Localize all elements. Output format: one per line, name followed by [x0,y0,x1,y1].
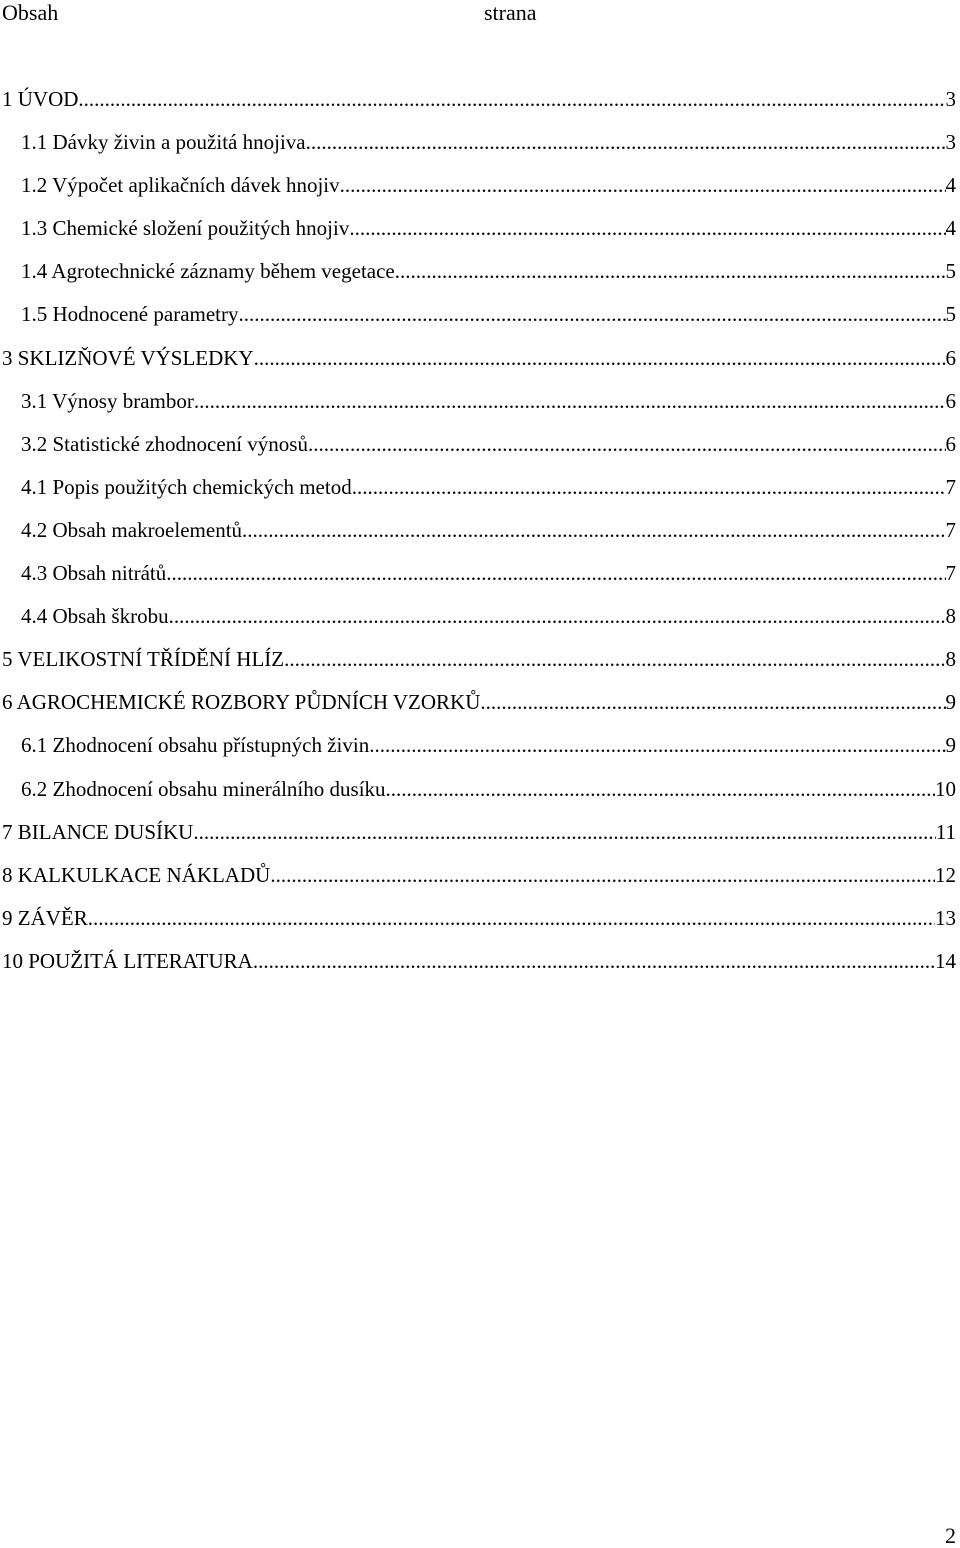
toc-entry[interactable] [0,819,956,862]
toc-entry-title: 7 BILANCE DUSÍKU [2,819,194,844]
toc-entry-title: 1.5 Hodnocené parametry [21,302,239,327]
toc-entry-title: 1.1 Dávky živin a použitá hnojiva [21,130,306,155]
toc-leader-dots [242,517,945,543]
toc-leader-dots [193,819,935,845]
toc-leader-dots [395,258,946,284]
toc-entry-page: 3 [945,130,956,155]
toc-entry[interactable] [0,258,956,301]
toc-entry[interactable] [0,215,956,258]
toc-entry-page: 11 [935,819,956,844]
toc-entry-page: 6 [945,431,956,456]
toc-entry-title: 4.2 Obsah makroelementů [21,517,243,542]
toc-leader-dots [480,689,945,715]
toc-entry-page: 6 [945,345,956,370]
toc-entry-page: 9 [945,690,956,715]
toc-entry-title: 9 ZÁVĚR [2,905,88,930]
toc-entry-page: 3 [945,87,956,111]
toc-entry-title: 8 KALKULKACE NÁKLADŮ [2,862,271,887]
toc-leader-dots [88,905,935,931]
toc-entry[interactable] [0,776,956,819]
toc-leader-dots [340,172,946,198]
toc-leader-dots [239,301,946,327]
toc-entry-page: 8 [945,647,956,672]
toc-entry-page: 12 [935,862,956,887]
toc-entry[interactable] [0,517,956,560]
toc-entry[interactable] [0,172,956,215]
toc-entry-title: 10 POUŽITÁ LITERATURA [2,948,253,973]
toc-entry-title: 5 VELIKOSTNÍ TŘÍDĚNÍ HLÍZ [2,647,285,672]
toc-entry[interactable] [0,603,956,646]
toc-entry-page: 4 [945,173,956,198]
toc-entry[interactable] [0,905,956,948]
table-of-contents [0,86,956,991]
toc-entry-title: 1.2 Výpočet aplikačních dávek hnojiv [21,173,340,198]
toc-entry-page: 9 [945,733,956,758]
toc-entry-title: 3.2 Statistické zhodnocení výnosů [21,431,308,456]
toc-entry-page: 6 [945,388,956,413]
toc-entry[interactable] [0,431,956,474]
toc-leader-dots [78,86,945,112]
toc-entry-page: 5 [945,302,956,327]
toc-entry[interactable] [0,646,956,689]
page-column-heading: strana [484,0,537,25]
toc-leader-dots [386,776,935,802]
toc-entry-page: 7 [945,474,956,499]
toc-leader-dots [306,129,946,155]
toc-leader-dots [270,862,935,888]
toc-entry-title: 4.4 Obsah škrobu [21,604,169,629]
toc-entry[interactable] [0,301,956,344]
toc-leader-dots [253,948,935,974]
toc-entry-title: 3.1 Výnosy brambor [21,388,194,413]
toc-entry[interactable] [0,689,956,732]
toc-entry[interactable] [0,474,956,517]
toc-entry[interactable] [0,862,956,905]
toc-entry-title: 3 SKLIZŇOVÉ VÝSLEDKY [2,345,254,370]
toc-leader-dots [169,603,946,629]
toc-entry-title: 6.2 Zhodnocení obsahu minerálního dusíku [21,776,386,801]
toc-leader-dots [194,388,946,414]
toc-entry-title: 1.4 Agrotechnické záznamy během vegetace [21,259,395,284]
toc-entry-page: 7 [945,517,956,542]
toc-leader-dots [308,431,946,457]
toc-entry-title: 6.1 Zhodnocení obsahu přístupných živin [21,733,370,758]
toc-leader-dots [254,345,946,371]
toc-entry-page: 10 [935,776,956,801]
toc-entry[interactable] [0,560,956,603]
toc-entry-title: 6 AGROCHEMICKÉ ROZBORY PŮDNÍCH VZORKŮ [2,690,481,715]
toc-entry-page: 5 [945,259,956,284]
toc-entry[interactable] [0,732,956,775]
toc-entry-page: 14 [935,948,956,973]
toc-entry-title: 4.1 Popis použitých chemických metod [21,474,352,499]
toc-entry-title: 4.3 Obsah nitrátů [21,561,167,586]
toc-entry-page: 13 [935,905,956,930]
toc-entry-title: 1.3 Chemické složení použitých hnojiv [21,216,350,241]
toc-entry[interactable] [0,345,956,388]
toc-entry-page: 4 [945,216,956,241]
toc-leader-dots [369,732,945,758]
toc-leader-dots [284,646,945,672]
toc-leader-dots [352,474,946,500]
page-number: 2 [945,1523,956,1548]
toc-entry[interactable] [0,86,956,129]
toc-entry[interactable] [0,388,956,431]
toc-leader-dots [349,215,945,241]
toc-entry[interactable] [0,129,956,172]
toc-entry-page: 7 [945,561,956,586]
toc-entry-title: 1 ÚVOD [2,87,79,111]
toc-entry-page: 8 [945,604,956,629]
toc-leader-dots [166,560,945,586]
toc-entry[interactable] [0,948,956,991]
toc-heading: Obsah [2,0,59,25]
